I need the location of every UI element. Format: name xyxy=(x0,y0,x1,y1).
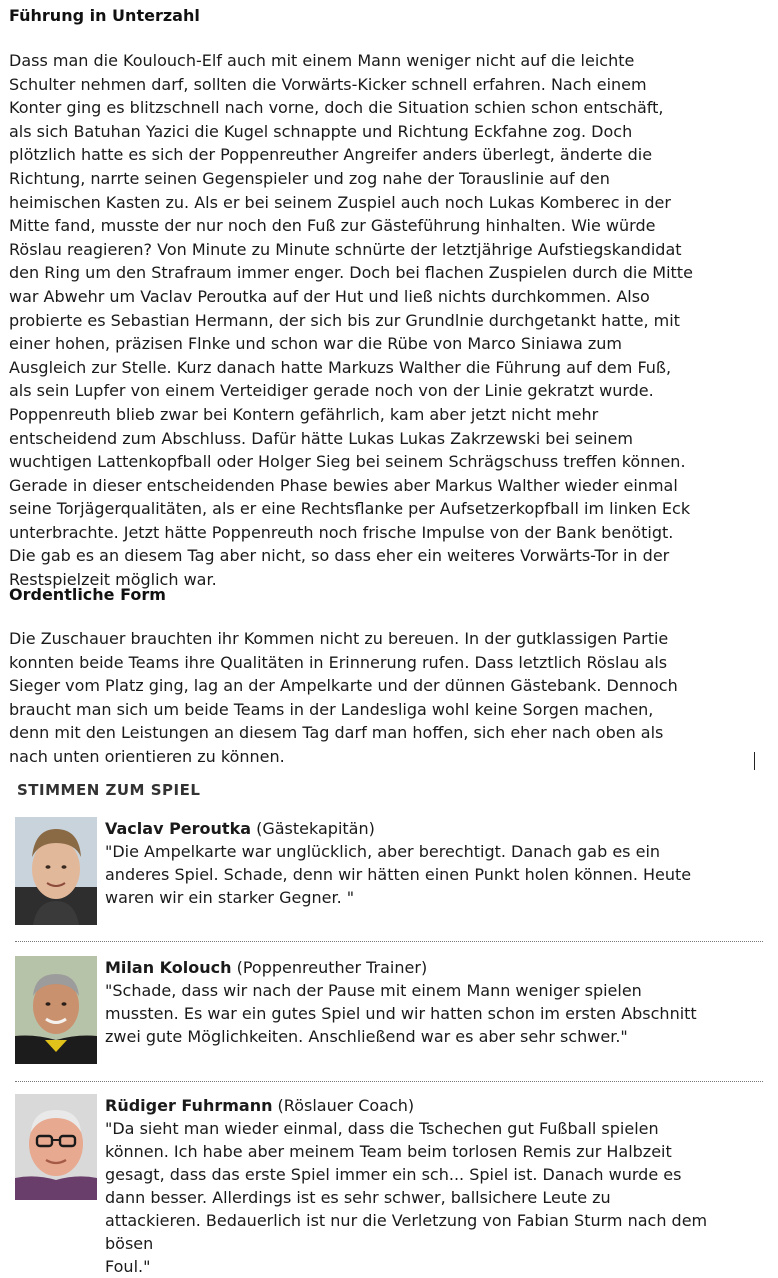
avatar-peroutka xyxy=(15,817,97,925)
text-line: wuchtigen Lattenkopfball oder Holger Sieg bei seinem Schrägschuss treffen können. xyxy=(9,452,686,472)
text-line: probierte es Sebastian Hermann, der sich bis zur Grundlnie durchgetankt hatte, mit xyxy=(9,310,680,330)
text-line: unterbrachte. Jetzt hätte Poppenreuth noch frische Impulse von der Bank benötigt. xyxy=(9,522,674,542)
article-paragraph-2 xyxy=(9,627,771,769)
speaker-role: (Poppenreuther Trainer) xyxy=(231,958,428,977)
speaker-name: Vaclav Peroutka xyxy=(105,819,252,838)
text-line: Die Zuschauer brauchten ihr Kommen nicht zu bereuen. In der gutklassigen Partie xyxy=(9,629,669,648)
text-line: Mitte fand, musste der nur noch den Fuß zur Gästeführung hinhalten. Wie würde xyxy=(9,216,656,236)
text-cursor xyxy=(754,752,755,770)
quote-block-peroutka xyxy=(15,817,763,927)
text-line: denn mit den Leistungen an diesem Tag darf man hoffen, sich eher nach oben als xyxy=(9,723,664,743)
text-line: heimischen Kasten zu. Als er bei seinem Zuspiel auch noch Lukas Komberec in der xyxy=(9,192,671,212)
portrait-image xyxy=(15,1094,97,1200)
speaker-role: (Röslauer Coach) xyxy=(272,1096,415,1115)
quote-line: gesagt, dass das erste Spiel immer ein sch... Spiel ist. Danach wurde es xyxy=(105,1165,682,1184)
text-line: Poppenreuth blieb zwar bei Kontern gefährlich, kam aber jetzt nicht mehr xyxy=(9,404,599,424)
portrait-image xyxy=(15,956,97,1064)
quote-separator xyxy=(15,941,763,942)
quote-line: attackieren. Bedauerlich ist nur die Verletzung von Fabian Sturm nach dem bösen xyxy=(105,1211,708,1253)
section-heading-ordentliche-form: Ordentliche Form xyxy=(9,585,166,604)
quote-text-peroutka xyxy=(105,817,760,909)
quote-line: anderes Spiel. Schade, denn wir hätten einen Punkt holen können. Heute xyxy=(105,865,692,884)
section-heading-fuehrung: Führung in Unterzahl xyxy=(9,6,200,25)
text-line: war Abwehr um Vaclav Peroutka auf der Hut und ließ nichts durchkommen. Also xyxy=(9,286,650,306)
quote-line: "Schade, dass wir nach der Pause mit einem Mann weniger spielen xyxy=(105,981,642,1000)
quote-separator xyxy=(15,1081,763,1082)
quote-line: "Die Ampelkarte war unglücklich, aber berechtigt. Danach gab es ein xyxy=(105,842,661,861)
speaker-name: Milan Kolouch xyxy=(105,958,232,977)
text-line: konnten beide Teams ihre Qualitäten in Erinnerung rufen. Dass letztlich Röslau als xyxy=(9,652,668,672)
portrait-image xyxy=(15,817,97,925)
avatar-kolouch xyxy=(15,956,97,1064)
quote-line: dann besser. Allerdings ist es sehr schwer, ballsichere Leute zu xyxy=(105,1188,611,1207)
avatar-fuhrmann xyxy=(15,1094,97,1200)
text-line: als sein Lupfer von einem Verteidiger gerade noch von der Linie gekratzt wurde. xyxy=(9,381,654,401)
speaker-name: Rüdiger Fuhrmann xyxy=(105,1096,273,1115)
text-line: Ausgleich zur Stelle. Kurz danach hatte Markuzs Walther die Führung auf dem Fuß, xyxy=(9,357,672,377)
text-line: seine Torjägerqualitäten, als er eine Rechtsflanke per Aufsetzerkopfball im linken Eck xyxy=(9,499,691,519)
text-line: Röslau reagieren? Von Minute zu Minute schnürte der letztjährige Aufstiegskandidat xyxy=(9,239,682,259)
text-line: entscheidend zum Abschluss. Dafür hätte Lukas Lukas Zakrzewski bei seinem xyxy=(9,428,633,448)
text-line: Sieger vom Platz ging, lag an der Ampelkarte und der dünnen Gästebank. Dennoch xyxy=(9,676,678,696)
text-line: als sich Batuhan Yazici die Kugel schnappte und Richtung Eckfahne zog. Doch xyxy=(9,121,633,141)
quote-line: waren wir ein starker Gegner. " xyxy=(105,888,355,907)
quote-line: "Da sieht man wieder einmal, dass die Tschechen gut Fußball spielen xyxy=(105,1119,659,1138)
quote-line: können. Ich habe aber meinem Team beim torlosen Remis zur Halbzeit xyxy=(105,1142,672,1161)
quote-line: zwei gute Möglichkeiten. Anschließend war es aber sehr schwer." xyxy=(105,1027,628,1046)
text-line: Konter ging es blitzschnell nach vorne, doch die Situation schien schon entschäft, xyxy=(9,98,664,118)
quote-block-fuhrmann xyxy=(15,1094,763,1276)
text-line: Restspielzeit möglich war. xyxy=(9,570,217,590)
quote-line: Foul." xyxy=(105,1257,151,1276)
text-line: Dass man die Koulouch-Elf auch mit einem Mann weniger nicht auf die leichte xyxy=(9,51,635,70)
quote-block-kolouch xyxy=(15,956,763,1066)
text-line: Die gab es an diesem Tag aber nicht, so dass eher ein weiteres Vorwärts-Tor in der xyxy=(9,546,670,566)
quote-text-fuhrmann xyxy=(105,1094,760,1278)
text-line: Gerade in dieser entscheidenden Phase bewies aber Markus Walther wieder einmal xyxy=(9,475,678,495)
text-line: plötzlich hatte es sich der Poppenreuther Angreifer anders überlegt, änderte die xyxy=(9,145,653,165)
text-line: braucht man sich um beide Teams in der Landesliga wohl keine Sorgen machen, xyxy=(9,699,654,719)
text-line: Schulter nehmen darf, sollten die Vorwärts-Kicker schnell erfahren. Nach einem xyxy=(9,74,647,94)
text-line: den Ring um den Strafraum immer enger. Doch bei flachen Zuspielen durch die Mitte xyxy=(9,263,693,283)
stimmen-zum-spiel-title: STIMMEN ZUM SPIEL xyxy=(17,781,201,799)
speaker-role: (Gästekapitän) xyxy=(251,819,375,838)
text-line: einer hohen, präzisen Flnke und schon war die Rübe von Marco Siniawa zum xyxy=(9,334,622,354)
quote-line: mussten. Es war ein gutes Spiel und wir hatten schon im ersten Abschnitt xyxy=(105,1004,697,1023)
text-line: Richtung, narrte seinen Gegenspieler und zog nahe der Torauslinie auf den xyxy=(9,168,610,188)
quote-text-kolouch xyxy=(105,956,760,1048)
article-paragraph-1 xyxy=(9,49,771,592)
text-line: nach unten orientieren zu können. xyxy=(9,746,285,766)
